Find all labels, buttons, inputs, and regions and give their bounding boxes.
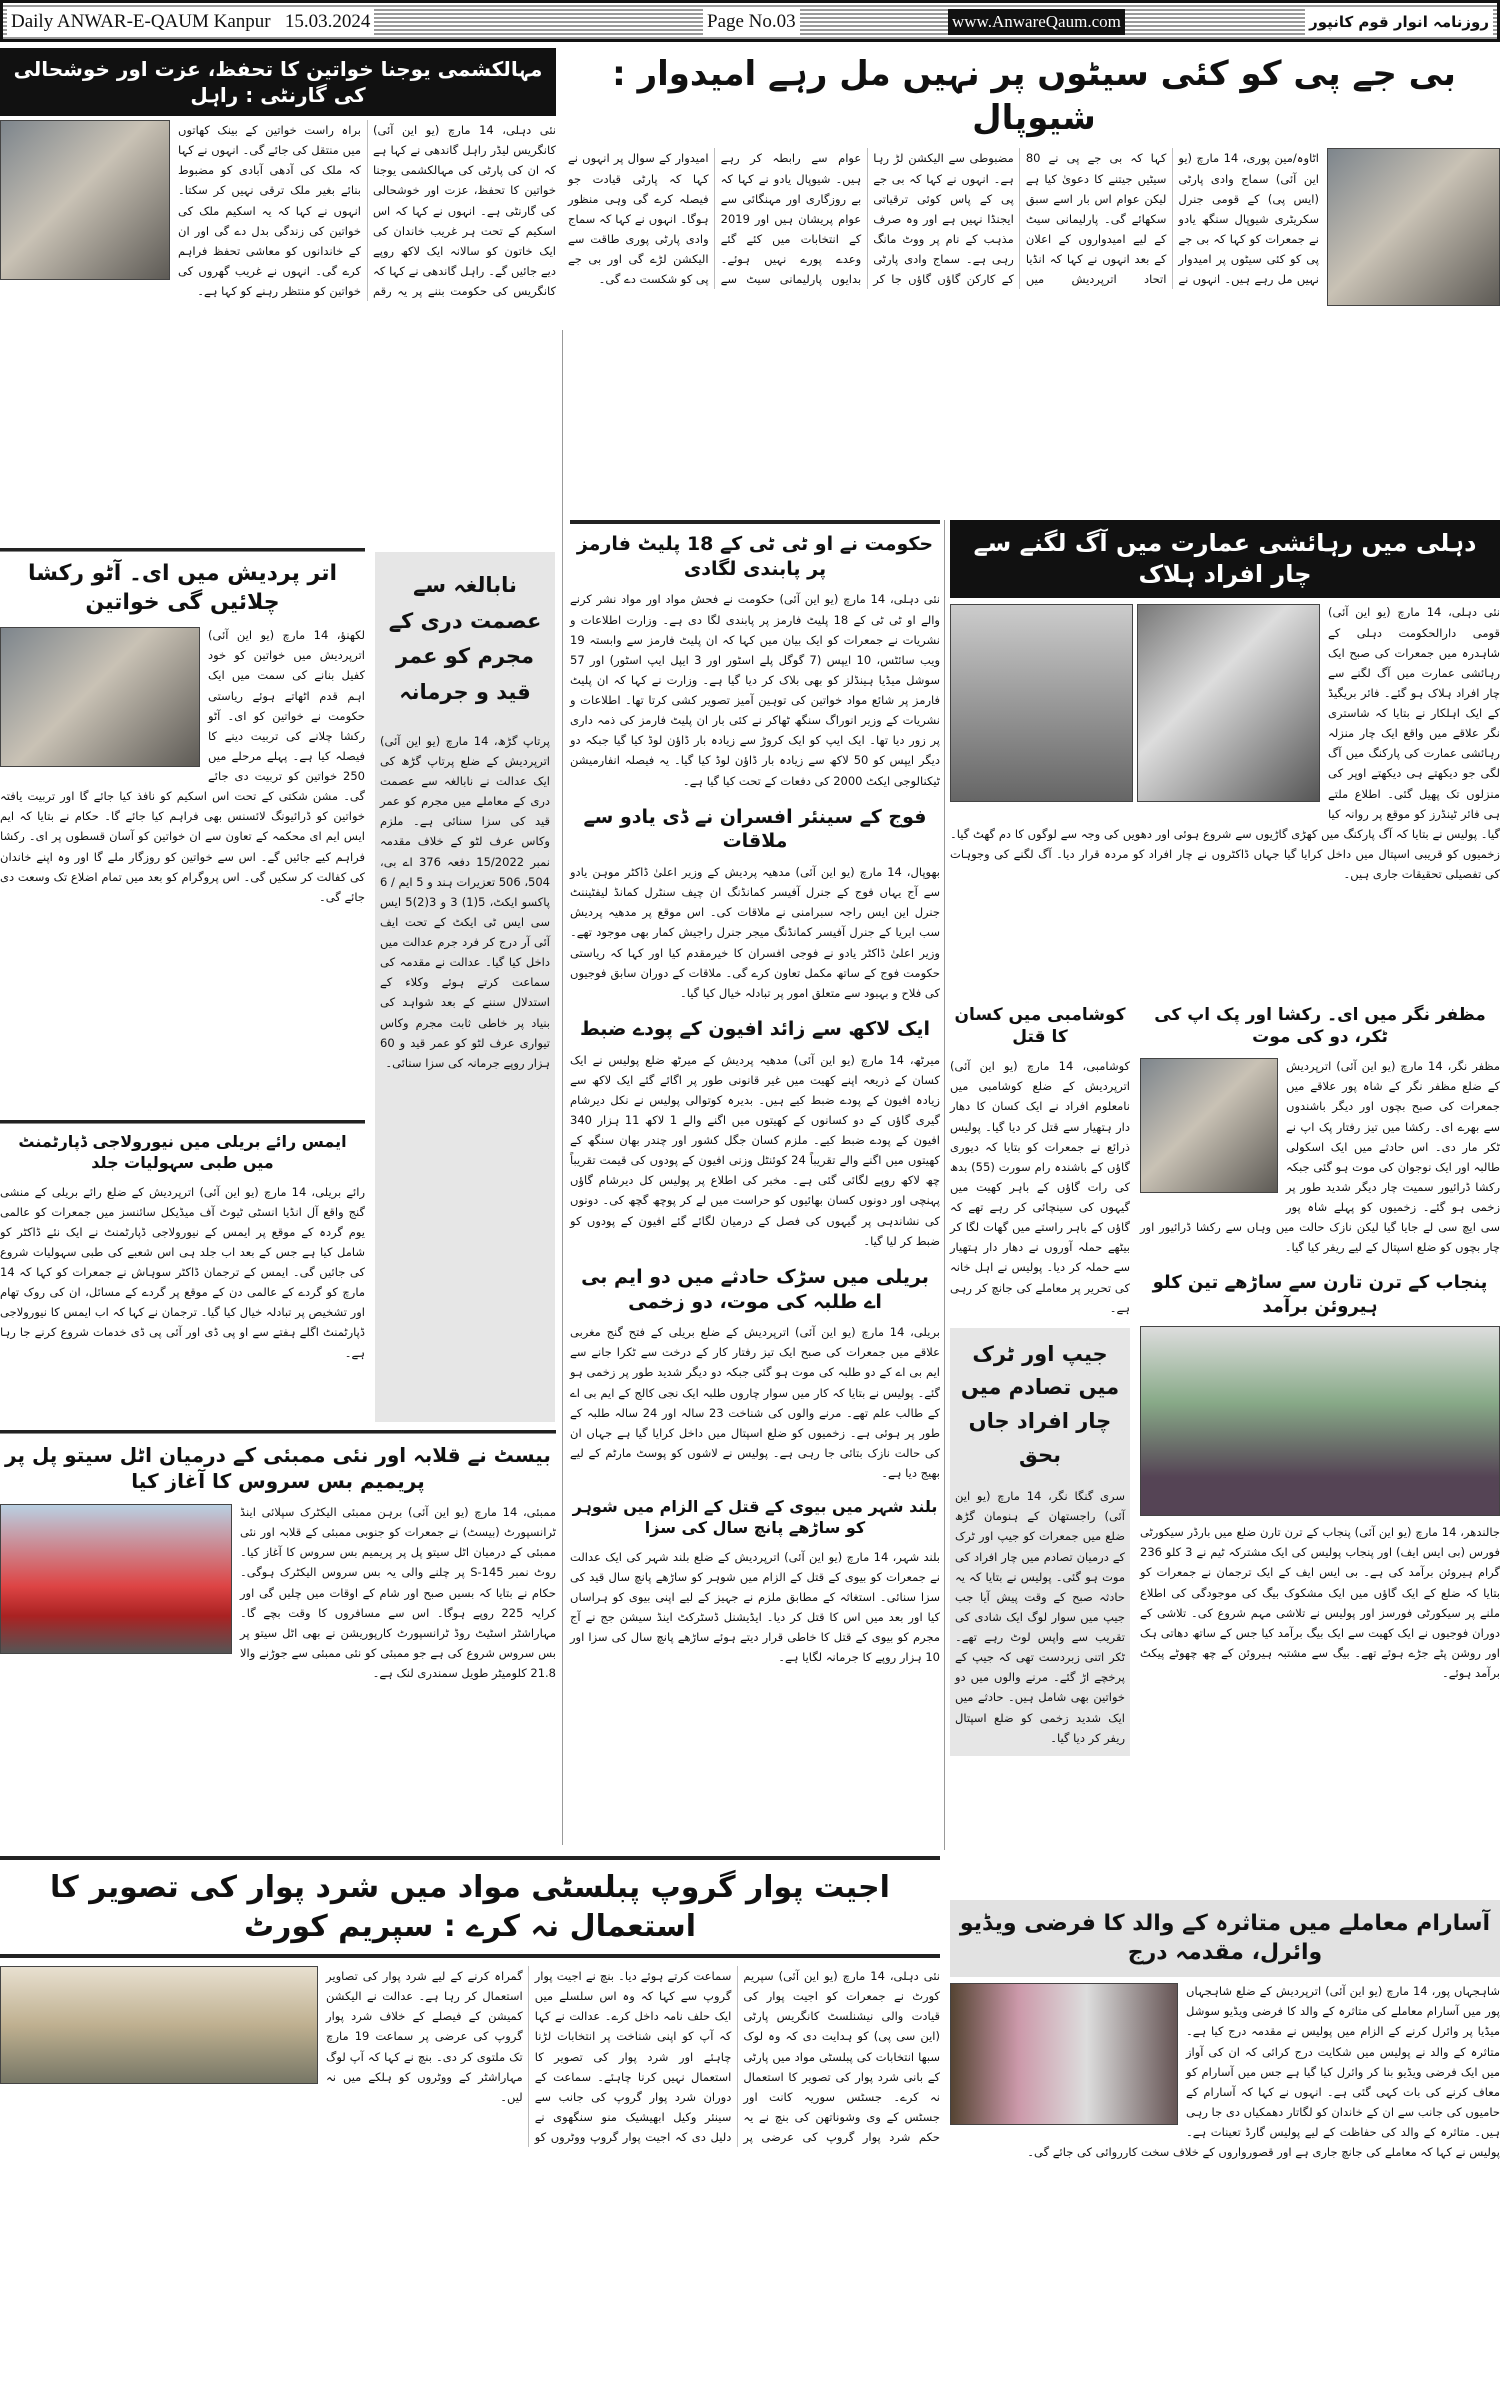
headline: پنجاب کے ترن تارن سے ساڑھے تین کلو ہیروئن برآمد [1152, 1272, 1488, 1317]
article-kaushambi [950, 1000, 1130, 1318]
divider [0, 1430, 556, 1434]
headline: آسارام معاملے میں متاثرہ کے والد کا فرضی ویڈیو وائرل، مقدمہ درج [950, 1900, 1500, 1977]
photo-asaram [950, 1983, 1178, 2125]
photo-heroin-seizure [1140, 1326, 1500, 1516]
article-opium [570, 1013, 940, 1251]
article-body: بلند شہر، 14 مارچ (یو این آئی) اترپردیش کے ضلع بلند شہر کی ایک عدالت نے جمعرات کو بیوی کے قتل کے الزام میں شوہر کو ساڑھے پانچ سال قید کی سزا سنائی۔ استغاثہ کے مطابق ملزم نے جہیز کے لیے اپنی بیوی کو ہراساں کیا اور بعد میں اس کا قتل کر دیا۔ ایڈیشنل ڈسٹرکٹ اینڈ سیشن جج نے آج مجرم کو بیوی کے قتل کا خاطی قرار دیتے ہوئے ساڑھے پانچ سال کی سزا اور 10 ہزار روپے کا جرمانہ لگایا ہے۔ [570, 1549, 940, 1665]
article-body: نئی دہلی، 14 مارچ (یو این آئی) حکومت نے فحش مواد اور مواد نشر کرنے والے او ٹی ٹی کے 18 پلیٹ فارمز پر پابندی لگا دی ہے۔ وزارت اطلاعات و نشریات نے جمعرات کو ایک بیان میں کہا کہ ان پلیٹ فارمز سے وابستہ 19 ویب سائٹس، 10 ایپس (7 گوگل پلے اسٹور اور 3 ایپل ایپ اسٹور) اور 57 سوشل میڈیا ہینڈلز کو بھی بلاک کر دیا گیا ہے۔ وزارت نے کہا کہ ان پلیٹ فارمز پر شائع مواد خواتین کی توہین آمیز تصویر کشی کرتا تھا۔ اطلاعات و نشریات کے وزیر انوراگ سنگھ ٹھاکر نے کئی بار ان پلیٹ فارمز کی ذمہ داری پر زور دیا تھا۔ ایک ایپ کو ایک کروڑ سے زیادہ بار ڈاؤن لوڈ کیا گیا جبکہ دو دیگر ایپس کو 50 لاکھ سے زیادہ بار ڈاؤن لوڈ کیا گیا۔ یہ فیصلہ انفارمیشن ٹیکنالوجی ایکٹ 2000 کی دفعات کے تحت کیا گیا ہے۔ [570, 592, 941, 788]
article-pawar [0, 1856, 940, 2147]
article-body: نئی دہلی، 14 مارچ (یو این آئی) قومی دارالحکومت دہلی کے شاہدرہ میں جمعرات کی صبح ایک رہائشی عمارت میں آگ لگنے سے چار افراد ہلاک ہو گئے۔ فائر بریگیڈ کے ایک اہلکار نے بتایا کہ شاستری نگر علاقے میں واقع ایک چار منزلہ رہائشی عمارت کی پارکنگ میں آگ لگی جو دیکھتے ہی دیکھتے اوپر کی منزلوں تک پھیل گئی۔ اطلاع ملتے ہی فائر ٹینڈرز کو موقع پر روانہ کیا گیا۔ پولیس نے بتایا کہ آگ پارکنگ میں کھڑی گاڑیوں سے شروع ہوئی اور دھویں کی وجہ سے لوگوں کا دم گھٹ گیا۔ زخمیوں کو قریبی اسپتال میں داخل کرایا گیا جہاں ڈاکٹروں نے چار افراد کو مردہ قرار دیا۔ آگ لگنے کی وجوہات کی تفصیلی تحقیقات جاری ہیں۔ [950, 605, 1500, 881]
article-body: لکھنؤ، 14 مارچ (یو این آئی) اترپردیش میں خواتین کو خود کفیل بنانے کی سمت میں ایک اہم قدم اٹھاتے ہوئے ریاستی حکومت نے خواتین کو ای۔ آٹو رکشا چلانے کی تربیت دینے کا فیصلہ کیا ہے۔ پہلے مرحلے میں 250 خواتین کو تربیت دی جائے گی۔ مشن شکتی کے تحت اس اسکیم کو نافذ کیا جائے گا اور تربیت یافتہ خواتین کو ڈرائیونگ لائسنس بھی فراہم کیا جائے گا۔ حکام نے بتایا کہ ایم ایس ایم ای محکمہ کے تعاون سے ان خواتین کو آسان قسطوں پر ای۔ رکشا فراہم کیے جائیں گے۔ اس سے خواتین کو روزگار ملے گا اور وہ اپنے خاندان کی کفالت کر سکیں گی۔ اس پروگرام کو بعد میں تمام اضلاع تک وسعت دی جائے گی۔ [0, 628, 365, 904]
article-body: ممبئی، 14 مارچ (یو این آئی) برہن ممبئی الیکٹرک سپلائی اینڈ ٹرانسپورٹ (بیسٹ) نے جمعرات کو جنوبی ممبئی کے قلابہ اور نئی ممبئی کے درمیان اٹل سیتو پل پر پریمیم بس سروس کا آغاز کیا۔ روٹ نمبر S-145 پر چلنے والی یہ بس سروس الیکٹرک ہوگی۔ حکام نے بتایا کہ بسیں صبح اور شام کے اوقات میں چلیں گی اور کرایہ 225 روپے ہوگا۔ اس سے مسافروں کا وقت بچے گا۔ مہاراشٹر اسٹیٹ روڈ ٹرانسپورٹ کارپوریشن نے بھی اٹل سیتو پر بس سروس شروع کی ہے جو ممبئی کو نئی ممبئی سے جوڑنے والا 21.8 کلومیٹر طویل سمندری لنک ہے۔ [240, 1505, 557, 1680]
article-body: رائے بریلی، 14 مارچ (یو این آئی) اترپردیش کے ضلع رائے بریلی کے منشی گنج واقع آل انڈیا انسٹی ٹیوٹ آف میڈیکل سائنسز میں جمعرات کو عالمی یوم گردہ کے موقع پر ایمس کے نیورولاجی ڈپارٹمنٹ نے ایک نئے ڈاکٹر کو شامل کیا ہے جس کے بعد اب جلد ہی اس شعبے کی طبی سہولیات شروع کی جائیں گی۔ ایمس کے ترجمان ڈاکٹر سوہاش نے جمعرات کو کہا کہ 14 مارچ کو گردے کے عالمی دن کے موقع پر گردے کے مسائل، ان کی روک تھام اور تشخیص پر تبادلہ خیال کیا گیا۔ ترجمان نے کہا کہ اب ایمس کا نیورولاجی ڈپارٹمنٹ اگلے ہفتے سے او پی ڈی اور آئی پی ڈی خدمات شروع کرنے جا رہا ہے۔ [0, 1184, 365, 1360]
headline: دہلی میں رہائشی عمارت میں آگ لگنے سے چار افراد ہلاک [950, 520, 1500, 598]
headline: ایمس رائے بریلی میں نیورولاجی ڈپارٹمنٹ میں طبی سہولیات جلد [18, 1132, 347, 1172]
article-body: نئی دہلی، 14 مارچ (یو این آئی) سپریم کورٹ نے جمعرات کو اجیت پوار کی قیادت والی نیشنلسٹ کانگریس پارٹی (این سی پی) کو ہدایت دی کہ وہ لوک سبھا انتخابات کی پبلسٹی مواد میں پارٹی کے بانی شرد پوار کی تصویر کا استعمال نہ کرے۔ جسٹس سوریہ کانت اور جسٹس کے وی وشوناتھن کی بنچ نے یہ حکم شرد پوار گروپ کی عرضی پر سماعت کرتے ہوئے دیا۔ بنچ نے اجیت پوار گروپ سے کہا کہ وہ اس سلسلے میں ایک حلف نامہ داخل کرے۔ عدالت نے کہا کہ آپ کو اپنی شناخت پر انتخابات لڑنا چاہئے اور شرد پوار کی تصویر کا استعمال نہیں کرنا چاہئے۔ سماعت کے دوران شرد پوار گروپ کی جانب سے سینئر وکیل ابھیشیک منو سنگھوی نے دلیل دی کہ اجیت پوار گروپ ووٹروں کو گمراہ کرنے کے لیے شرد پوار کی تصاویر استعمال کر رہا ہے۔ عدالت نے الیکشن کمیشن کے فیصلے کے خلاف شرد پوار گروپ کی عرضی پر سماعت 19 مارچ تک ملتوی کر دی۔ بنچ نے کہا کہ آپ لوگ مہاراشٹر کے ووٹروں کو ہلکے میں نہ لیں۔ [326, 1969, 940, 2144]
photo-rahul [0, 120, 170, 280]
masthead-logo: روزنامہ انوار قوم کانپور [1305, 9, 1493, 35]
headline: اجیت پوار گروپ پبلسٹی مواد میں شرد پوار کی تصویر کا استعمال نہ کرے : سپریم کورٹ [0, 1864, 940, 1958]
article-asaram [950, 1900, 1500, 2162]
article-minor [375, 552, 555, 1422]
column-divider [562, 330, 563, 1845]
headline: جیپ اور ٹرک میں تصادم میں چار افراد جاں بحق [960, 1341, 1120, 1467]
divider [0, 1120, 365, 1124]
article-body: اٹاوہ/مین پوری، 14 مارچ (یو این آئی) سماج وادی پارٹی (ایس پی) کے قومی جنرل سکریٹری شیوپال سنگھ یادو نے جمعرات کو کہا کہ بی جے پی کو کئی سیٹوں پر امیدوار نہیں مل رہے ہیں۔ انہوں نے کہا کہ بی جے پی نے 80 سیٹیں جیتنے کا دعویٰ کیا ہے لیکن عوام اس بار اسے سبق سکھائے گی۔ پارلیمانی سیٹ کے لیے امیدواروں کے اعلان کے بعد انہوں نے کہا کہ انڈیا اتحاد اترپردیش میں مضبوطی سے الیکشن لڑ رہا ہے۔ انہوں نے کہا کہ بی جے پی کے پاس کوئی ترقیاتی ایجنڈا نہیں ہے اور وہ صرف مذہب کے نام پر ووٹ مانگ رہی ہے۔ سماج وادی پارٹی کے کارکن گاؤں گاؤں جا کر عوام سے رابطہ کر رہے ہیں۔ شیوپال یادو نے کہا کہ بے روزگاری اور مہنگائی سے عوام پریشان ہیں اور 2019 کے انتخابات میں کئے گئے وعدے پورے نہیں ہوئے۔ بدایوں پارلیمانی سیٹ سے امیدوار کے سوال پر انہوں نے کہا کہ پارٹی قیادت جو فیصلہ کرے گی وہی منظور ہوگا۔ انہوں نے کہا کہ سماج وادی پارٹی پوری طاقت سے الیکشن لڑے گی اور بی جے پی کو شکست دے گی۔ [568, 151, 1319, 287]
article-body: پرتاپ گڑھ، 14 مارچ (یو این آئی) اترپردیش کے ضلع پرتاپ گڑھ کی ایک عدالت نے نابالغہ سے عصمت دری کے معاملے میں مجرم کو عمر قید کی سزا سنائی ہے۔ ملزم وکاس عرف لٹو کے خلاف مقدمہ نمبر 15/2022 دفعہ 376 اے بی، 504، 506 تعزیرات ہند و 5 ایم / 6 پاکسو ایکٹ، 5(1) 3 و 3(2)5 ایس سی ایس ٹی ایکٹ کے تحت ایف آئی آر درج کر فرد جرم عدالت میں داخل کیا گیا۔ عدالت نے مقدمہ کی سماعت کرتے ہوئے وکلاء کے استدلال سننے کے بعد شواہد کی بنیاد پر خاطی ثابت مجرم وکاس تیواری عرف لٹو کو عمر قید و 60 ہزار روپے جرمانہ کی سزا سنائی۔ [380, 733, 551, 1070]
article-jeep [950, 1328, 1130, 1756]
article-bulandshahr [570, 1493, 940, 1667]
edition-date: 15.03.2024 [284, 11, 371, 32]
article-delhi-fire [950, 520, 1500, 884]
article-body: میرٹھ، 14 مارچ (یو این آئی) مدھیہ پردیش کے میرٹھ ضلع پولیس نے ایک کسان کے ذریعہ اپنے کھیت میں غیر قانونی طور پر اگائے گئے ایک لاکھ سے زیادہ افیون کے پودے ضبط کیے ہیں۔ بدیرہ کوتوالی پولیس نے نکل دیرشام گیری گاؤں کے دو کسانوں کے کھیتوں میں اگنے والے 1 لاکھ 11 ہزار 340 افیون کے پودے ضبط کیے۔ ملزم کسان جگل کشور اور چندر بھان سنگھ کے کھیتوں میں اگنے والے تقریباً 24 کوئنٹل وزنی افیون کے پودوں کی قیمت تقریباً چھ لاکھ روپے لگائی گئی ہے۔ مخبر کی اطلاع پر پولیس کل دیرشام گاؤں پہنچی اور دونوں کسان بھائیوں کو حراست میں لے کر پوچھ گچھ کی۔ دونوں کی نشاندہی پر گیہوں کی فصل کے درمیان لگائے گئے افیون کے پودوں کو ضبط کر لیا گیا۔ [570, 1052, 941, 1248]
photo-building [950, 604, 1133, 802]
article-body: مظفر نگر، 14 مارچ (یو این آئی) اترپردیش کے ضلع مظفر نگر کے شاہ پور علاقے میں جمعرات کی صبح بچوں اور دیگر باشندوں سے بھرے ای۔ رکشا میں تیز رفتار پک اپ نے ٹکر مار دی۔ اس حادثے میں ایک اسکولی طالبہ اور ایک نوجوان کی موت ہو گئی جبکہ رکشا ڈرائیور سمیت چار دیگر شدید طور پر زخمی ہو گئے۔ زخمیوں کو پہلے شاہ پور سی ایچ سی لے جایا گیا لیکن نازک حالت میں وہاں سے رکشا ڈرائیور اور چار بچوں کو ضلع اسپتال کے لیے ریفر کیا گیا۔ [1140, 1059, 1500, 1255]
headline: مہالکشمی یوجنا خواتین کا تحفظ، عزت اور خوشحالی کی گارنٹی : راہل [0, 48, 556, 116]
article-rahul [0, 48, 556, 301]
article-body: شاہجہاں پور، 14 مارچ (یو این آئی) اترپردیش کے ضلع شاہجہاں پور میں آسارام معاملے کی متاثرہ کے والد کا فرضی ویڈیو سوشل میڈیا پر وائرل کرنے کے الزام میں پولیس نے مقدمہ درج کیا ہے۔ متاثرہ کے والد نے پولیس میں شکایت درج کرائی کہ ان کی آواز میں ایک فرضی ویڈیو بنا کر وائرل کیا گیا ہے جس میں آسارام کو معاف کرنے کی بات کہی گئی ہے۔ انہوں نے کہا کہ آسارام کے حامیوں کی جانب سے ان کے خاندان کو لگاتار دھمکیاں دی جا رہی ہیں۔ متاثرہ کے والد کی حفاظت کے لیے پولیس گارڈ تعینات ہے۔ پولیس نے کہا کہ معاملے کی جانچ جاری ہے اور قصورواروں کے خلاف سخت کارروائی کی جائے گی۔ [1027, 1984, 1500, 2160]
website-link[interactable]: www.AnwareQaum.com [948, 9, 1125, 35]
article-body: جالندھر، 14 مارچ (یو این آئی) پنجاب کے ترن تارن ضلع میں بارڈر سیکورٹی فورس (بی ایس ایف) اور پنجاب پولیس کی ایک مشترکہ ٹیم نے 3 کلو 236 گرام ہیروئن برآمد کی ہے۔ بی ایس ایف کے ایک ترجمان نے جمعرات کو بتایا کہ ضلع کے ایک گاؤں میں ایک مشکوک بیگ کی موجودگی کی اطلاع ملنے پر سیکورٹی فورسز اور پولیس نے تلاشی مہم شروع کی۔ تلاشی کے دوران فوجیوں نے ایک کھیت سے ایک بیگ برآمد کیا جس کے ساتھ دھاتی ہک اور روشن پٹے جڑے ہوئے تھے۔ بیگ سے مشتبہ ہیروئن کے چھ چھوٹے پیکٹ برآمد ہوئے۔ [1140, 1525, 1500, 1681]
edition-label [7, 9, 374, 35]
article-eauto [0, 556, 365, 907]
headline: بلند شہر میں بیوی کے قتل کے الزام میں شوہر کو ساڑھے پانچ سال کی سزا [572, 1497, 938, 1537]
photo-erickshaw [1140, 1058, 1278, 1193]
article-body: سری گنگا نگر، 14 مارچ (یو این آئی) راجستھان کے ہنومان گڑھ ضلع میں جمعرات کو جیپ اور ٹرک کے درمیان تصادم میں چار افراد کی موت ہو گئی۔ پولیس نے بتایا کہ یہ حادثہ صبح کے وقت پیش آیا جب جیپ میں سوار لوگ ایک شادی کی تقریب سے واپس لوٹ رہے تھے۔ ٹکر اتنی زبردست تھی کہ جیپ کے پرخچے اڑ گئے۔ مرنے والوں میں دو خواتین بھی شامل ہیں۔ حادثے میں ایک شدید زخمی کو ضلع اسپتال ریفر کر دیا گیا۔ [955, 1489, 1126, 1745]
photo-eauto [0, 627, 200, 767]
photo-burnt-car [1137, 604, 1320, 802]
edition-name: Daily ANWAR-E-QAUM Kanpur [11, 11, 271, 32]
photo-pawar-supreme-court [0, 1966, 318, 2084]
article-aiims [0, 1128, 365, 1363]
photo-shivpal [1327, 148, 1500, 306]
article-army [570, 801, 940, 1003]
headline: بریلی میں سڑک حادثے میں دو ایم بی اے طلبہ کی موت، دو زخمی [581, 1265, 929, 1313]
headline: فوج کے سینئر افسران نے ڈی یادو سے ملاقات [583, 805, 927, 853]
article-body: بھوپال، 14 مارچ (یو این آئی) مدھیہ پردیش کے وزیر اعلیٰ ڈاکٹر موہن یادو سے آج یہاں فوج کے جنرل آفیسر کمانڈنگ ان چیف سنٹرل کمانڈ لیفٹیننٹ جنرل این ایس راجہ سبرامنی نے ملاقات کی۔ اس موقع پر مدھیہ پردیش سب ایریا کے جنرل آفیسر کمانڈنگ میجر جنرل راجیش کمار بھی موجود تھے۔ وزیر اعلیٰ ڈاکٹر یادو نے فوجی افسران کا خیرمقدم کیا اور کہا کہ ریاستی حکومت فوج کے ساتھ مکمل تعاون کرے گی۔ ملاقات کے دوران سابق فوجیوں کی فلاح و بہبود سے متعلق امور پر تبادلہ خیال کیا گیا۔ [570, 865, 940, 1000]
article-ott [570, 520, 940, 791]
divider [0, 548, 365, 552]
page-header [0, 0, 1500, 42]
article-punjab [1140, 1267, 1500, 1683]
headline: بیسٹ نے قلابہ اور نئی ممبئی کے درمیان اٹل سیتو پل پر پریمیم بس سروس کا آغاز کیا [5, 1443, 551, 1493]
article-body: بریلی، 14 مارچ (یو این آئی) اترپردیش کے ضلع بریلی کے فتح گنج مغربی علاقے میں جمعرات کی صبح ایک تیز رفتار کار کے درخت سے ٹکرا جانے سے ایم بی اے کے دو طلبہ کی موت ہو گئی جبکہ دو دیگر شدید طور پر زخمی ہو گئے۔ پولیس نے بتایا کہ کار میں سوار چاروں طلبہ ایک نجی کالج کے ایم بی اے کے طالب علم تھے۔ مرنے والوں کی شناخت 23 سالہ اور 24 سالہ طلبہ کے طور پر ہوئی ہے۔ زخمیوں کو ضلع اسپتال میں داخل کرایا گیا ہے جہاں ان کی حالت نازک بتائی جا رہی ہے۔ پولیس نے لاشوں کو پوسٹ مارٹم کے لیے بھیج دیا ہے۔ [570, 1325, 940, 1481]
article-best [0, 1438, 556, 1683]
article-body: نئی دہلی، 14 مارچ (یو این آئی) کانگریس لیڈر راہل گاندھی نے کہا ہے کہ ان کی پارٹی کی مہالکشمی یوجنا خواتین کا تحفظ، عزت اور خوشحالی کی گارنٹی ہے۔ انہوں نے کہا کہ اس اسکیم کے تحت ہر غریب خاندان کی ایک خاتون کو سالانہ ایک لاکھ روپے دیے جائیں گے۔ راہل گاندھی نے کہا کہ کانگریس کی حکومت بننے پر یہ رقم براہ راست خواتین کے بینک کھاتوں میں منتقل کی جائے گی۔ انہوں نے کہا کہ ملک کی آدھی آبادی کو مضبوط بنائے بغیر ملک ترقی نہیں کر سکتا۔ انہوں نے کہا کہ یہ اسکیم ملک کی خواتین کی زندگی بدل دے گی اور ان کے خاندانوں کو معاشی تحفظ فراہم کرے گی۔ انہوں نے غریب گھروں کی خواتین کو منتظر رہنے کو کہا ہے۔ [178, 123, 557, 298]
article-bareilly [570, 1261, 940, 1483]
headline: بی جے پی کو کئی سیٹوں پر نہیں مل رہے امیدوار : شیوپال [612, 54, 1456, 139]
article-shivpal [568, 48, 1500, 306]
article-body: کوشامبی، 14 مارچ (یو این آئی) اترپردیش کے ضلع کوشامبی میں نامعلوم افراد نے ایک کسان کا دھار دار ہتھیار سے قتل کر دیا گیا۔ پولیس ذرائع نے جمعرات کو بتایا کہ دیوری گاؤں کے باشندہ رام سورت (55) بدھ کی رات گاؤں کے باہر کھیت میں گیہوں کی سینچائی کر رہے تھے کہ گاؤں کے باہر راستے میں گھات لگا کر بیٹھے حملہ آوروں نے دھار دار ہتھیار سے حملہ کر دیا۔ پولیس نے اہل خانہ کی تحریر پر معاملے کی جانچ کر رہی ہے۔ [950, 1059, 1130, 1315]
headline: حکومت نے او ٹی ٹی کے 18 پلیٹ فارمز پر پابندی لگادی [576, 533, 934, 580]
photo-group [950, 604, 1320, 804]
headline: نابالغہ سے عصمت دری کے مجرم کو عمر قید و جرمانہ [388, 573, 542, 705]
middle-column [570, 520, 940, 1668]
article-muzaffarnagar [1140, 1000, 1500, 1257]
headline: ایک لاکھ سے زائد افیون کے پودے ضبط [579, 1017, 931, 1040]
right-column-a [950, 1000, 1130, 1756]
right-column-b [1140, 1000, 1500, 1683]
page-number: Page No.03 [703, 9, 800, 35]
headline: کوشامبی میں کسان کا قتل [954, 1005, 1126, 1048]
photo-bus [0, 1504, 232, 1654]
headline: اتر پردیش میں ای۔ آٹو رکشا چلائیں گی خواتین [27, 561, 338, 615]
headline: مظفر نگر میں ای۔ رکشا اور پک اپ کی ٹکر، دو کی موت [1154, 1005, 1486, 1048]
column-divider [944, 520, 945, 1850]
